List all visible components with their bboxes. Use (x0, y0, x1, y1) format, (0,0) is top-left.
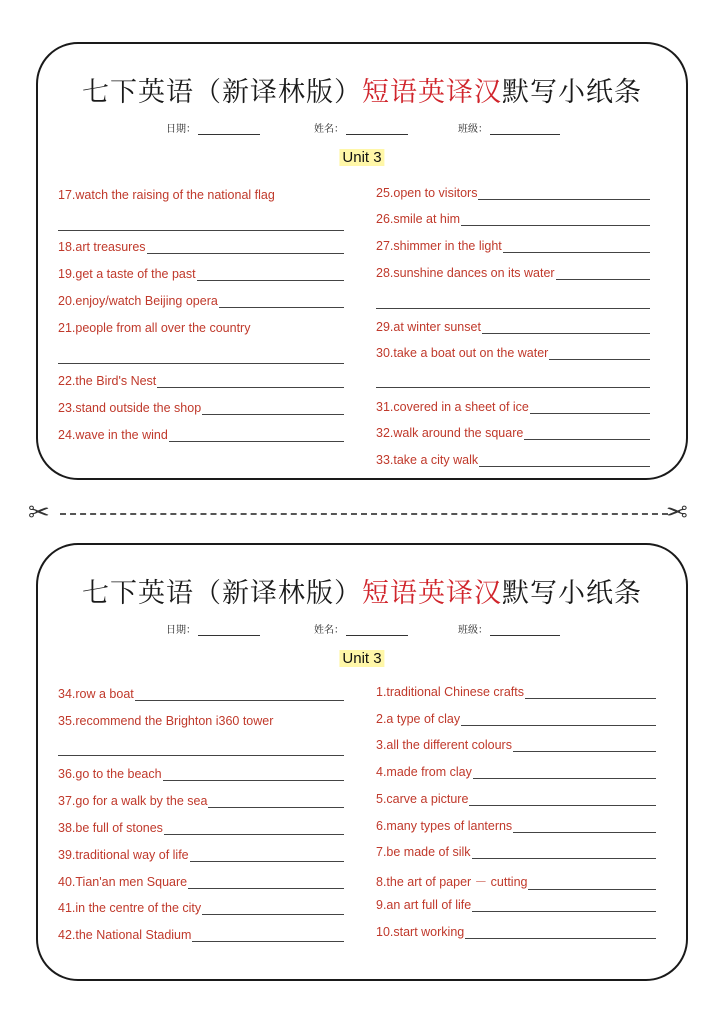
class-field[interactable] (458, 120, 560, 135)
phrase-text: 1.traditional Chinese crafts (376, 685, 524, 699)
answer-line[interactable] (482, 321, 650, 334)
answer-line[interactable] (530, 401, 650, 414)
answer-line[interactable] (163, 768, 344, 781)
answer-line[interactable] (478, 187, 650, 200)
phrase-text: 6.many types of lanterns (376, 819, 513, 833)
phrase-text: 4.made from clay (376, 765, 472, 779)
answer-line[interactable] (525, 686, 656, 699)
phrase-text: 21.people from all over the country (58, 321, 251, 335)
answer-line[interactable] (164, 822, 344, 835)
unit-label: Unit 3 (339, 149, 384, 166)
answer-line[interactable] (524, 427, 650, 440)
name-blank[interactable] (346, 626, 408, 636)
name-label: 姓名： (314, 625, 344, 636)
phrase-text: 2.a type of clay (376, 712, 461, 726)
title-black: 七下英语（新译林版） (82, 578, 362, 609)
answer-line[interactable] (219, 295, 344, 308)
phrase-row[interactable] (58, 267, 344, 281)
answer-line[interactable] (192, 929, 344, 942)
phrase-row[interactable] (58, 294, 344, 308)
phrase-text: 29.at winter sunset (376, 320, 481, 334)
name-blank[interactable] (346, 125, 408, 135)
dictation-card-1 (36, 42, 688, 480)
date-label: 日期： (166, 625, 196, 636)
answer-line[interactable] (190, 849, 344, 862)
phrase-text: 38.be full of stones (58, 821, 163, 835)
answer-line[interactable] (202, 902, 344, 915)
answer-line[interactable] (472, 846, 657, 859)
phrase-row[interactable] (58, 821, 344, 835)
class-blank[interactable] (490, 626, 560, 636)
phrase-row[interactable] (376, 898, 656, 912)
phrase-text: 24.wave in the wind (58, 428, 168, 442)
answer-line[interactable] (197, 268, 344, 281)
answer-line[interactable] (147, 241, 344, 254)
answer-line[interactable] (469, 793, 656, 806)
card-title (38, 571, 686, 610)
phrase-text: 9.an art full of life (376, 898, 472, 912)
answer-line[interactable] (188, 876, 344, 889)
phrase-text: 32.walk around the square (376, 426, 524, 440)
phrase-row[interactable] (376, 453, 650, 467)
phrase-row[interactable] (376, 346, 650, 360)
answer-line[interactable] (479, 454, 650, 467)
answer-line[interactable] (473, 766, 656, 779)
date-blank[interactable] (198, 626, 260, 636)
phrase-row[interactable] (376, 186, 650, 200)
answer-line[interactable] (208, 795, 344, 808)
answer-line[interactable] (58, 229, 344, 231)
dictation-card-2 (36, 543, 688, 981)
phrase-row[interactable] (58, 401, 344, 415)
phrase-row[interactable] (376, 738, 656, 752)
answer-line[interactable] (376, 386, 650, 388)
name-label: 姓名： (314, 124, 344, 135)
phrase-text: 5.carve a picture (376, 792, 469, 806)
title-red: 短语英译汉 (362, 77, 502, 108)
phrase-text: 7.be made of silk (376, 845, 471, 859)
phrase-text: 10.start working (376, 925, 465, 939)
phrase-row[interactable] (58, 321, 358, 335)
phrase-row[interactable] (58, 848, 344, 862)
date-blank[interactable] (198, 125, 260, 135)
title-black: 七下英语（新译林版） (82, 77, 362, 108)
phrase-text: 28.sunshine dances on its water (376, 266, 555, 280)
phrase-row[interactable] (58, 188, 358, 202)
phrase-row[interactable] (58, 928, 344, 942)
answer-line[interactable] (472, 899, 656, 912)
phrase-text: 34.row a boat (58, 687, 134, 701)
title-red: 短语英译汉 (362, 578, 502, 609)
phrase-row[interactable] (58, 901, 344, 915)
answer-line[interactable] (157, 375, 344, 388)
answer-line[interactable] (513, 820, 656, 833)
phrase-row[interactable] (376, 685, 656, 699)
phrase-row[interactable] (376, 765, 656, 779)
phrase-row[interactable] (376, 320, 650, 334)
phrase-row[interactable] (376, 426, 650, 440)
phrase-row[interactable] (376, 712, 656, 726)
phrase-text: 25.open to visitors (376, 186, 478, 200)
phrase-row[interactable] (376, 872, 656, 890)
phrase-row[interactable] (376, 925, 656, 939)
answer-line[interactable] (461, 713, 656, 726)
phrase-text: 26.smile at him (376, 212, 461, 226)
answer-line[interactable] (461, 213, 650, 226)
answer-line[interactable] (528, 877, 656, 890)
phrase-text: 31.covered in a sheet of ice (376, 400, 529, 414)
class-blank[interactable] (490, 125, 560, 135)
name-field[interactable] (314, 120, 408, 135)
phrase-row[interactable] (58, 767, 344, 781)
answer-line[interactable] (513, 739, 656, 752)
phrase-text: 20.enjoy/watch Beijing opera (58, 294, 218, 308)
phrase-text: 41.in the centre of the city (58, 901, 202, 915)
class-label: 班级： (458, 625, 488, 636)
phrase-row[interactable] (58, 374, 344, 388)
phrase-row[interactable] (376, 239, 650, 253)
phrase-row[interactable] (58, 714, 358, 728)
phrase-row[interactable] (376, 212, 650, 226)
phrase-text: 40.Tian'an men Square (58, 875, 188, 889)
class-label: 班级： (458, 124, 488, 135)
name-field[interactable] (314, 621, 408, 636)
answer-line[interactable] (465, 926, 656, 939)
answer-line[interactable] (58, 754, 344, 756)
answer-line[interactable] (376, 307, 650, 309)
phrase-row[interactable] (58, 875, 344, 889)
phrase-row[interactable] (58, 240, 344, 254)
cut-line (60, 513, 668, 515)
phrase-text: 30.take a boat out on the water (376, 346, 549, 360)
phrase-row[interactable] (58, 794, 344, 808)
date-field[interactable] (166, 621, 260, 636)
phrase-row[interactable] (376, 845, 656, 859)
answer-line[interactable] (58, 362, 344, 364)
scissors-icon: ✂ (28, 498, 50, 528)
phrase-text: 39.traditional way of life (58, 848, 189, 862)
phrase-text: 22.the Bird's Nest (58, 374, 157, 388)
phrase-row[interactable] (376, 266, 650, 280)
phrase-row[interactable] (376, 400, 650, 414)
answer-line[interactable] (169, 429, 344, 442)
class-field[interactable] (458, 621, 560, 636)
title-tail: 默写小纸条 (502, 77, 642, 108)
phrase-text: 27.shimmer in the light (376, 239, 502, 253)
phrase-text: 33.take a city walk (376, 453, 479, 467)
answer-line[interactable] (549, 347, 650, 360)
phrase-text: 19.get a taste of the past (58, 267, 196, 281)
phrase-text: 35.recommend the Brighton i360 tower (58, 714, 274, 728)
phrase-text: 17.watch the raising of the national flag (58, 188, 275, 202)
answer-line[interactable] (503, 240, 650, 253)
phrase-row[interactable] (376, 792, 656, 806)
phrase-text: 42.the National Stadium (58, 928, 192, 942)
answer-line[interactable] (556, 267, 650, 280)
card-title (38, 70, 686, 109)
phrase-text: 8.the art of paper － cutting (376, 875, 528, 889)
date-label: 日期： (166, 124, 196, 135)
phrase-text: 36.go to the beach (58, 767, 162, 781)
phrase-row[interactable] (376, 819, 656, 833)
phrase-text: 3.all the different colours (376, 738, 512, 752)
phrase-row[interactable] (58, 428, 344, 442)
unit-label: Unit 3 (339, 650, 384, 667)
phrase-text: 23.stand outside the shop (58, 401, 202, 415)
phrase-text: 37.go for a walk by the sea (58, 794, 208, 808)
title-tail: 默写小纸条 (502, 578, 642, 609)
phrase-row[interactable] (58, 687, 344, 701)
phrase-text: 18.art treasures (58, 240, 146, 254)
answer-line[interactable] (202, 402, 344, 415)
date-field[interactable] (166, 120, 260, 135)
answer-line[interactable] (135, 688, 344, 701)
scissors-icon: ✂ (666, 498, 688, 528)
